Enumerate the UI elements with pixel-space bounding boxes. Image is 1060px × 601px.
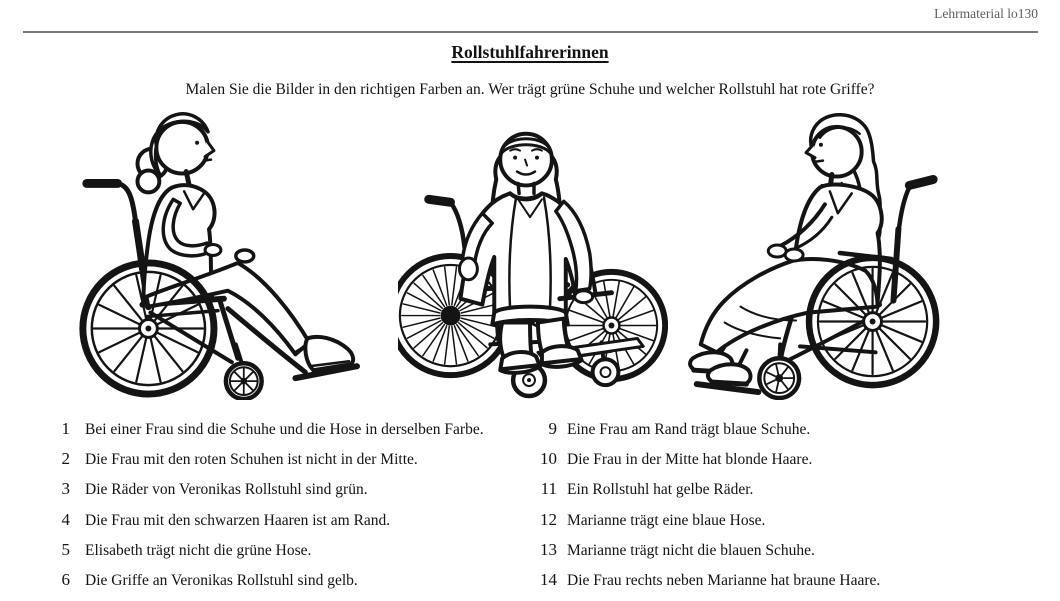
clue-text: Die Frau mit den roten Schuhen ist nicht in der Mitte. xyxy=(85,451,418,469)
clue-item xyxy=(505,449,1045,479)
clue-number: 2 xyxy=(61,449,70,469)
clue-text: Eine Frau am Rand trägt blaue Schuhe. xyxy=(567,421,811,438)
clue-number: 13 xyxy=(540,539,557,559)
clue-item xyxy=(40,510,505,540)
clue-text: Elisabeth trägt nicht die grüne Hose. xyxy=(85,541,312,559)
clue-number: 10 xyxy=(540,449,557,469)
clue-text: Die Räder von Veronikas Rollstuhl sind grün. xyxy=(85,481,368,499)
clue-text: Die Frau mit den schwarzen Haaren ist am Rand. xyxy=(85,511,391,529)
wheelchair-woman-3-drawing xyxy=(680,102,942,400)
clue-text: Die Frau rechts neben Marianne hat braune Haare. xyxy=(567,571,881,589)
clue-number: 12 xyxy=(540,509,557,529)
clue-text: Ein Rollstuhl hat gelbe Räder. xyxy=(567,481,754,499)
clue-number: 6 xyxy=(61,569,70,589)
clue-item xyxy=(40,570,505,600)
clue-number: 1 xyxy=(61,419,70,438)
clue-text: Die Frau in der Mitte hat blonde Haare. xyxy=(567,451,813,469)
clue-item xyxy=(40,419,505,449)
clue-item xyxy=(505,570,1045,600)
clue-item xyxy=(505,510,1045,540)
clue-number: 5 xyxy=(61,539,70,559)
clue-text: Die Griffe an Veronikas Rollstuhl sind gelb. xyxy=(85,571,358,589)
page-header xyxy=(23,0,1038,33)
clue-text: Marianne trägt nicht die blauen Schuhe. xyxy=(567,541,815,559)
instruction-text: Malen Sie die Bilder in den richtigen Farben an. Wer trägt grüne Schuhe und welcher Rollstuhl hat rote Griffe? xyxy=(185,81,875,98)
clue-item xyxy=(40,479,505,509)
clue-number: 3 xyxy=(61,479,70,499)
clue-item xyxy=(505,540,1045,570)
clue-text: Marianne trägt eine blaue Hose. xyxy=(567,511,766,529)
clue-text: Bei einer Frau sind die Schuhe und die Hose in derselben Farbe. xyxy=(85,421,484,438)
wheelchair-woman-1-illustration xyxy=(60,102,360,400)
clue-item xyxy=(505,479,1045,509)
clue-item xyxy=(505,419,1045,449)
clue-item xyxy=(40,449,505,479)
wheelchair-woman-1-drawing xyxy=(60,102,360,400)
clue-number: 14 xyxy=(540,569,557,589)
wheelchair-woman-3-illustration xyxy=(680,102,942,400)
material-label: Lehrmaterial lo130 xyxy=(934,6,1038,21)
wheelchair-woman-2-illustration xyxy=(398,102,668,400)
clue-number: 9 xyxy=(548,419,557,438)
page-title: Rollstuhlfahrerinnen xyxy=(451,42,609,62)
clue-item xyxy=(40,540,505,570)
wheelchair-woman-2-drawing xyxy=(398,102,668,400)
clue-number: 4 xyxy=(61,509,70,529)
clue-list-left xyxy=(40,419,505,600)
clue-list-right xyxy=(505,419,1045,600)
clue-number: 11 xyxy=(540,479,557,499)
